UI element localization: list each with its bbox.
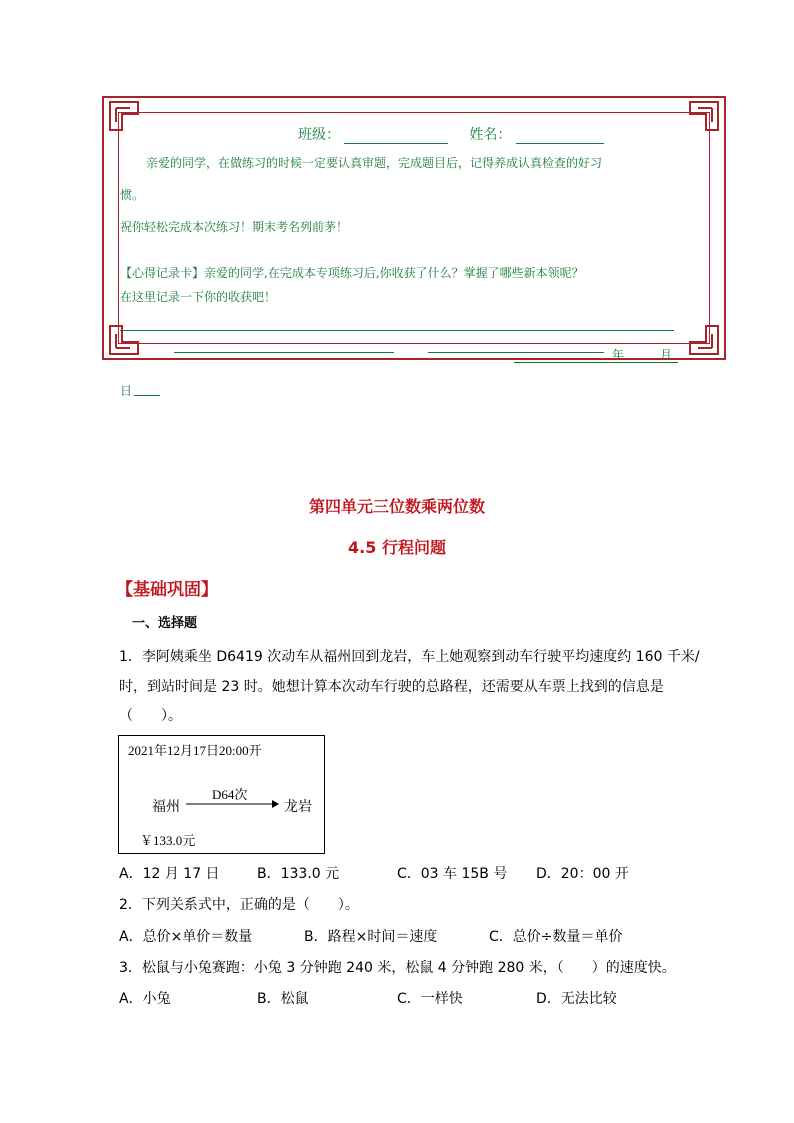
question-3-option-a[interactable]: A．小兔	[119, 991, 171, 1007]
record-writing-line-3[interactable]	[428, 352, 604, 353]
year-label: 年	[612, 348, 625, 362]
ticket-from: 福州	[152, 799, 180, 815]
question-2-option-c[interactable]: C．总价÷数量＝单价	[489, 929, 623, 945]
lesson-title: 4.5 行程问题	[348, 538, 446, 557]
question-1-option-d[interactable]: D．20：00 开	[536, 866, 629, 882]
wish-text: 祝你轻松完成本次练习！期末考名列前茅！	[120, 220, 349, 234]
intro-line-1: 亲爱的同学，在做练习的时候一定要认真审题，完成题目后，记得养成认真检查的好习	[146, 156, 603, 170]
corner-ornament-bottom-left	[108, 322, 142, 356]
question-2-option-a[interactable]: A．总价×单价＝数量	[119, 929, 253, 945]
ticket-date-time: 2021年12月17日20:00开	[128, 743, 262, 758]
ticket-train-number: D64次	[212, 787, 248, 802]
question-1-line-3: （ ）。	[119, 708, 182, 724]
ticket-arrow-icon	[186, 798, 280, 810]
part-label: 一、选择题	[132, 616, 198, 631]
record-writing-line-2[interactable]	[174, 352, 394, 353]
record-line-2: 在这里记录一下你的收获吧！	[120, 290, 277, 304]
corner-ornament-top-right	[686, 100, 720, 134]
unit-title: 第四单元三位数乘两位数	[308, 497, 485, 516]
question-1-option-b[interactable]: B．133.0 元	[257, 866, 340, 882]
question-2-option-b[interactable]: B．路程×时间＝速度	[304, 929, 438, 945]
question-1-option-c[interactable]: C．03 车 15B 号	[397, 866, 508, 882]
class-blank[interactable]	[344, 127, 448, 144]
class-label: 班级：	[298, 127, 340, 143]
section-label: 【基础巩固】	[116, 580, 218, 600]
ticket-price: ￥133.0元	[140, 833, 196, 848]
intro-line-2: 惯。	[120, 188, 145, 202]
question-3-option-b[interactable]: B．松鼠	[257, 991, 309, 1007]
record-writing-line-1[interactable]	[120, 330, 674, 331]
day-label: 日	[120, 384, 133, 398]
name-label: 姓名：	[469, 127, 512, 143]
question-2-line-1: 2．下列关系式中，正确的是（ ）。	[119, 897, 359, 913]
corner-ornament-bottom-right	[686, 322, 720, 356]
date-writing-line[interactable]	[514, 362, 678, 363]
question-1-option-a[interactable]: A．12 月 17 日	[119, 866, 220, 882]
corner-ornament-top-left	[108, 100, 142, 134]
class-name-row	[298, 124, 604, 144]
name-blank[interactable]	[516, 127, 604, 144]
day-writing-line[interactable]	[134, 395, 160, 396]
question-3-option-c[interactable]: C．一样快	[397, 991, 463, 1007]
question-1-line-2: 时，到站时间是 23 时。她想计算本次动车行驶的总路程，还需要从车票上找到的信息是	[119, 679, 664, 695]
ticket-to: 龙岩	[284, 799, 312, 815]
question-1-line-1: 1．李阿姨乘坐 D6419 次动车从福州回到龙岩，车上她观察到动车行驶平均速度约 160 千米/	[119, 649, 700, 665]
question-3-line-1: 3．松鼠与小兔赛跑：小兔 3 分钟跑 240 米，松鼠 4 分钟跑 280 米，（ ）的速度快。	[119, 960, 676, 976]
month-label: 月	[660, 348, 673, 362]
question-3-option-d[interactable]: D．无法比较	[536, 991, 617, 1007]
record-line-1: 【心得记录卡】亲爱的同学,在完成本专项练习后,你收获了什么？掌握了哪些新本领呢？	[120, 266, 584, 280]
